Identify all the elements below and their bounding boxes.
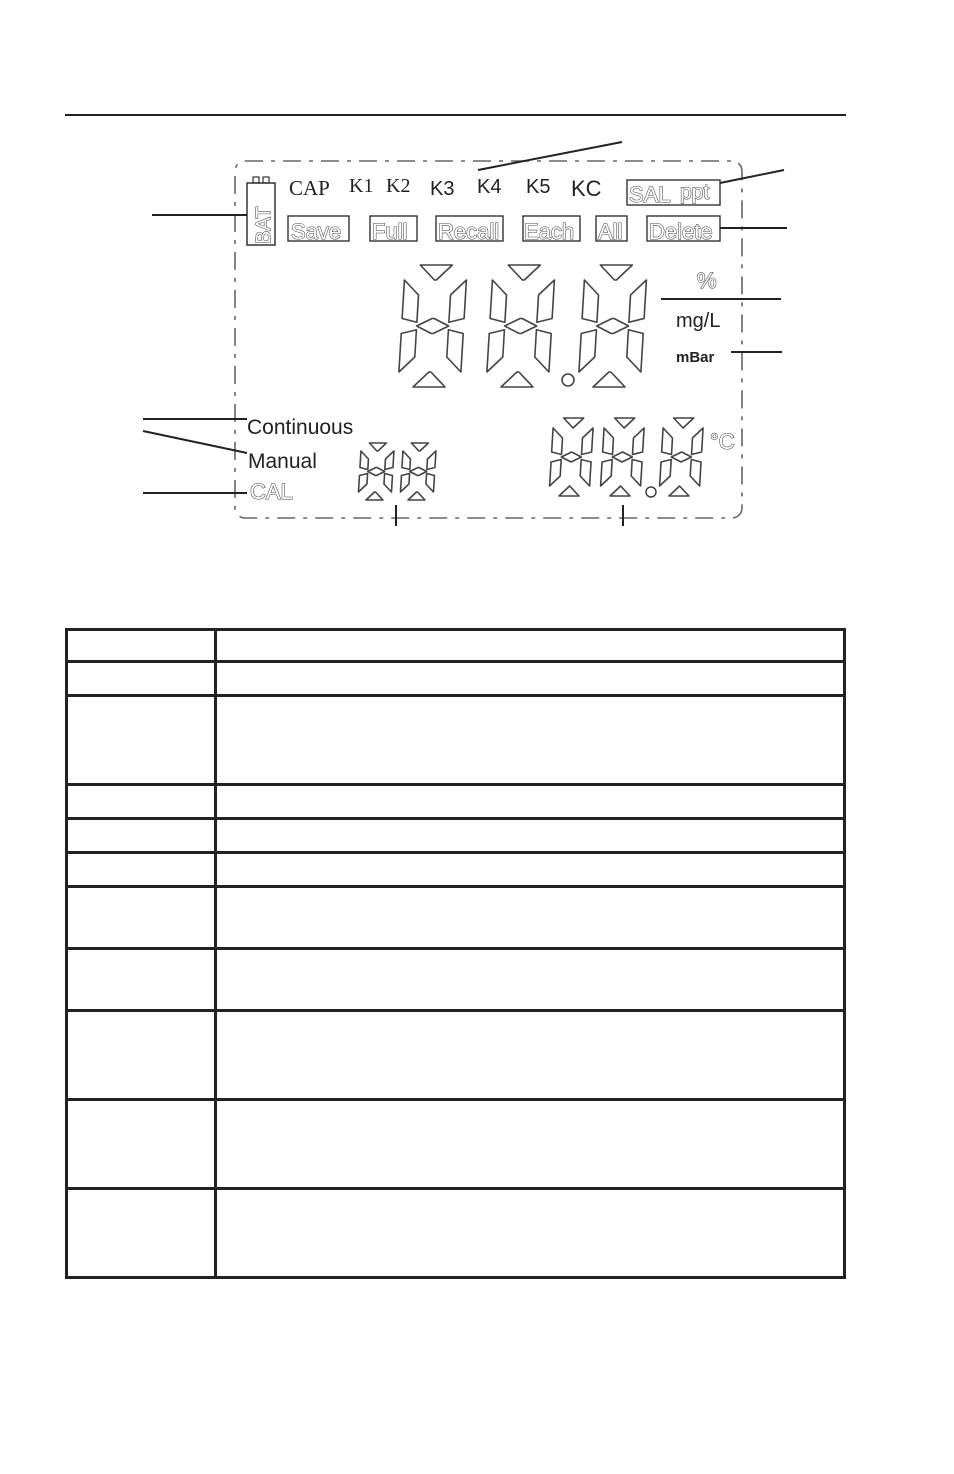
lcd-diagram (0, 0, 954, 600)
digit-temp-3-segment-b (691, 428, 703, 455)
digit-main-3-segment-f (582, 280, 598, 322)
leader-status-row (478, 142, 622, 170)
battery-indicator (247, 177, 275, 245)
table-row (67, 1011, 845, 1100)
digit-temp-3-segment-a (674, 418, 694, 428)
digit-main-2-segment-f (490, 280, 506, 322)
table-row (67, 696, 845, 785)
digit-temp-1-segment-e (550, 460, 562, 487)
digit-temp-1-segment-a (564, 418, 584, 428)
digit-temp-1-segment-d (559, 486, 579, 496)
digit-main-3-segment-e (579, 330, 597, 372)
digit-temp-2-segment-d (610, 486, 630, 496)
digit-main-1-segment-c (447, 330, 463, 372)
digit-main-2-segment-c (535, 330, 551, 372)
digit-temp-2-segment-b (632, 428, 644, 455)
battery-label: BAT (253, 206, 275, 244)
digit-small-1-segment-e (358, 474, 367, 493)
digit-main-2-segment-e (487, 330, 505, 372)
digit-small-2-segment-a (411, 443, 428, 451)
digit-small-1-segment-f (360, 451, 369, 470)
digit-main-2-segment-b (537, 280, 555, 322)
mode-manual: Manual (248, 450, 317, 473)
temp-unit: °C (710, 429, 735, 454)
digit-main-2-segment-g (505, 319, 537, 334)
status-k4: K4 (477, 176, 502, 198)
digit-main-3-segment-c (627, 330, 643, 372)
legend-table (65, 628, 846, 1279)
ppt-label: ppt (680, 181, 710, 204)
mode-full: Full (372, 219, 408, 244)
digit-temp-3-segment-f (662, 428, 673, 455)
digit-small-1-segment-d (366, 492, 383, 500)
main-reading-digits (399, 265, 647, 387)
table-row (67, 819, 845, 853)
digit-main-1-segment-e (399, 330, 417, 372)
digit-temp-1-segment-g (561, 452, 581, 462)
leader-manual (143, 431, 247, 453)
digit-small-1-segment-a (369, 443, 386, 451)
digit-temp-3-segment-c (690, 460, 701, 487)
status-cap: CAP (289, 176, 330, 200)
mode-recall: Recall (438, 219, 500, 244)
digit-temp-3-segment-e (660, 460, 672, 487)
digit-main-1-segment-b (449, 280, 467, 322)
digit-small-2-segment-c (426, 474, 435, 493)
digit-small-2-segment-b (427, 451, 436, 470)
digit-small-2-segment-e (400, 474, 409, 493)
digit-temp-1-segment-c (580, 460, 591, 487)
digit-small-1-segment-b (385, 451, 394, 470)
leader-sal (720, 170, 784, 183)
digit-temp-2-segment-a (615, 418, 635, 428)
digit-main-3-segment-b (629, 280, 647, 322)
digit-temp-2-segment-f (603, 428, 614, 455)
status-k2: K2 (386, 175, 411, 197)
small-reading-digits (358, 443, 435, 500)
table-row (67, 785, 845, 819)
digit-small-1-segment-c (384, 474, 393, 493)
unit-mgl: mg/L (676, 310, 721, 332)
digit-main-1-segment-a (420, 265, 452, 280)
digit-temp-1-segment-f (552, 428, 563, 455)
digit-temp-3-segment-d (669, 486, 689, 496)
mode-save: Save (291, 219, 342, 244)
digit-temp-3-segment-g (671, 452, 691, 462)
status-k1: K1 (349, 175, 374, 197)
unit-percent: % (697, 268, 717, 293)
sal-label: SAL (629, 182, 671, 207)
status-k3: K3 (430, 178, 455, 200)
mode-all: All (598, 219, 623, 244)
table-row (67, 1189, 845, 1278)
digit-main-1-segment-f (402, 280, 418, 322)
digit-small-2-segment-d (408, 492, 425, 500)
digit-temp-2-segment-e (601, 460, 613, 487)
digit-small-1-segment-g (368, 468, 385, 476)
digit-main-3-segment-d (593, 372, 625, 387)
main-decimal-point (562, 374, 574, 386)
table-row (67, 853, 845, 887)
status-k5: K5 (526, 176, 551, 198)
digit-main-2-segment-d (501, 372, 533, 387)
table-row (67, 1100, 845, 1189)
digit-temp-1-segment-b (581, 428, 593, 455)
table-row (67, 662, 845, 696)
unit-mbar: mBar (676, 349, 715, 366)
table-row (67, 887, 845, 949)
digit-small-2-segment-g (410, 468, 427, 476)
digit-small-2-segment-f (402, 451, 411, 470)
temperature-digits (550, 418, 703, 496)
table-row (67, 949, 845, 1011)
mode-each: Each (524, 219, 575, 244)
digit-main-2-segment-a (508, 265, 540, 280)
digit-temp-2-segment-g (612, 452, 632, 462)
mode-cal: CAL (250, 479, 293, 504)
digit-main-3-segment-g (597, 319, 629, 334)
temp-decimal-point (646, 487, 656, 497)
mode-delete: Delete (649, 219, 713, 244)
digit-main-1-segment-d (413, 372, 445, 387)
digit-temp-2-segment-c (631, 460, 642, 487)
digit-main-3-segment-a (600, 265, 632, 280)
table-row (67, 630, 845, 662)
digit-main-1-segment-g (417, 319, 449, 334)
mode-continuous: Continuous (247, 416, 354, 439)
status-kc: KC (571, 176, 602, 201)
